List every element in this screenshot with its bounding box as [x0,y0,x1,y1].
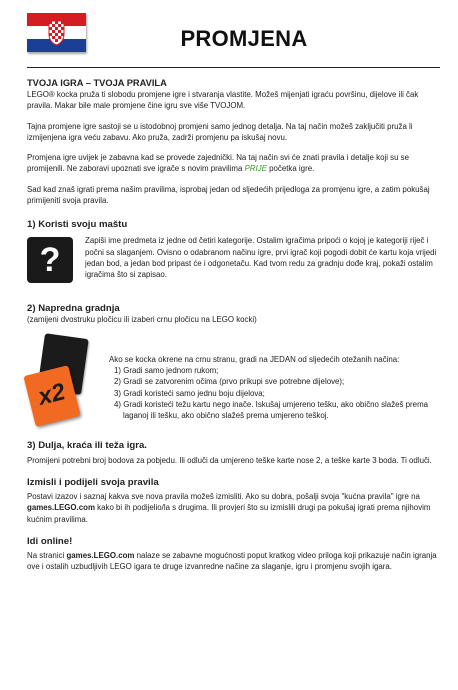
intro-heading: TVOJA IGRA – TVOJA PRAVILA [27,78,167,88]
section-5-text-start: Na stranici [27,550,67,560]
x2-cards-icon [27,334,89,428]
section-5-text [27,550,440,573]
list-item: 3) Gradi koristeći samo jednu boju dijelova; [114,388,265,398]
page-title: PROMJENA [180,26,308,51]
document-body [27,78,440,572]
section-2-title: 2) Napredna gradnja [27,303,120,315]
intro-p3-text: Promjena igre uvijek je zabavna kad se provede zajednički. Na taj način svi će znati pravila i detalje koji su se promijenili. Ne zaboravi upoznati sve igrače s novim pravilima [27,153,410,174]
section-1-text: Zapiši ime predmeta iz jedne od četiri kategorije. Ostalim igračima pripoći o kojoj je kategoriji riječ i počni sa slaganjem. Ovisno o odabranom načinu igre, prvi igrač koji pogodi dobit će kartu koja vrijedi jedan bod, a jedan bod pripast će i odgonetaču. Kad tvom redu za gradnju dođe kraj, pokaži ostalim igračima što si zapisao. [85,236,437,280]
section-3-title: 3) Dulja, kraća ili teža igra. [27,439,147,451]
section-4-text-start: Postavi izazov i saznaj kakva sve nova pravila možeš izmisliti. Ako su dobra, pošalji svoja "kućna pravila" igre na [27,491,420,501]
section-2-text [109,332,440,422]
list-item: 2) Gradi se zatvorenim očima (prvo prikupi sve potrebne dijelove); [114,377,345,387]
section-5-text-end: nalaze se zabavne mogućnosti poput kratkog video priloga koji prikazuje način igranja ove i ostalih uzbudljivih LEGO igara te druge izvanredne načine za slaganje, igru i promjenu svojih igara. [27,550,437,572]
intro-p3-end: početka igre. [266,164,315,174]
lego-games-link[interactable]: games.LEGO.com [27,503,95,513]
section-4-title: Izmisli i podijeli svoja pravila [27,476,159,488]
difficulty-list [109,365,440,421]
intro-paragraph-1: LEGO® kocka pruža ti slobodu promjene igre i stvaranja vlastite. Možeš mijenjati igraću površinu, dijelove ili čak pravila. Makar bile male promjene čine igru sve više TVOJOM. [27,90,419,111]
section-2-body [27,332,440,428]
section-1-title: 1) Koristi svoju maštu [27,219,128,231]
lego-games-link[interactable]: games.LEGO.com [66,550,135,560]
highlight-before: PRIJE [244,164,267,174]
intro-paragraph-4: Sad kad znaš igrati prema našim pravilima, isprobaj jedan od sljedećih prijedloga za promjenu igre, a zatim pokušaj primijeniti svoja pravila. [27,184,430,206]
title-divider [27,67,440,68]
intro-paragraph-2: Tajna promjene igre sastoji se u istodobnoj promjeni samo jednog detalja. Na taj način možeš zaključiti pruža li izmijenjena igra veću zabavu. Ako pruža, zadrži promjenu pa iskušaj novu. [27,121,413,142]
section-5-title: Idi online! [27,535,73,547]
section-4-text [27,491,440,525]
list-item: 1) Gradi samo jednom rukom; [114,365,219,375]
section-2-subtitle: (zamijeni dvostruku pločicu ili izaberi crnu pločicu na LEGO kocki) [27,315,257,325]
question-glyph: ? [39,241,61,280]
intro-paragraph-3 [27,152,440,175]
x2-label: x2 [35,377,68,411]
section-4-text-end: kako bi ih podijelio/la s drugima. Ili provjeri što su izmislili drugi pa pokušaj igrati prema njihovim kućnim pravilima. [27,503,431,524]
list-item: 4) Gradi koristeći težu kartu nego inače. Iskušaj umjereno tešku, ako obično slažeš prema laganoj ili tešku, ako obično slažeš prema umjereno teškoj. [114,399,429,421]
question-mark-icon [27,237,73,283]
section-3-text: Promijeni potrebni broj bodova za pobjedu. Ili odluči da umjereno teške karte nose 2, a teške karte 3 boda. Ti odluči. [27,455,432,465]
section-1-body [27,235,440,283]
section-2-lead: Ako se kocka okrene na crnu stranu, gradi na JEDAN od sljedećih otežanih načina: [109,354,400,364]
